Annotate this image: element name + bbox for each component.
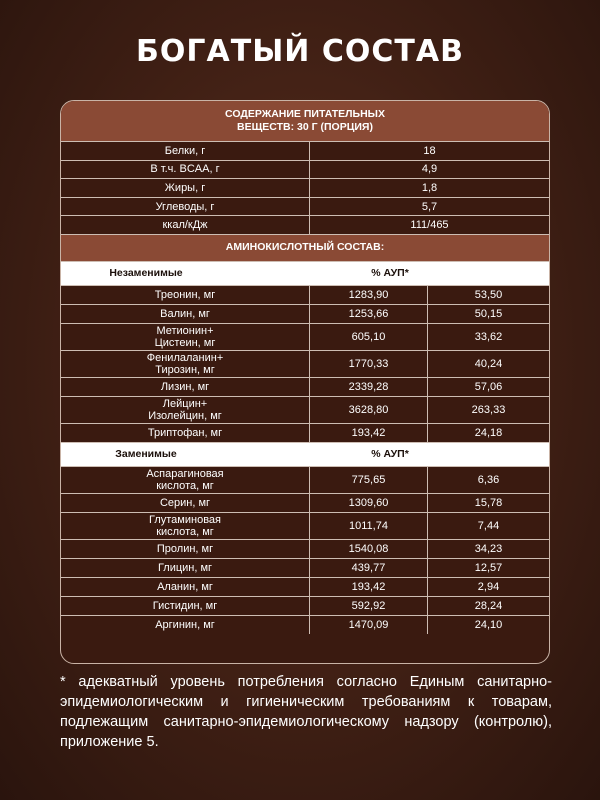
amino-row (61, 396, 549, 423)
nutrient-value: 111/465 (309, 216, 549, 234)
page-title: БОГАТЫЙ СОСТАВ (136, 34, 464, 69)
amino-name: Гистидин, мг (152, 599, 218, 612)
amino-row (61, 466, 549, 493)
amino-name: Валин, мг (160, 307, 210, 320)
essential-aup-label: % АУП* (371, 267, 409, 280)
nutrient-value: 1,8 (309, 179, 549, 197)
amino-name: Лейцин+ Изолейцин, мг (148, 397, 222, 422)
amino-mg: 1470,09 (309, 616, 427, 634)
amino-name: Глицин, мг (157, 561, 213, 574)
amino-row (61, 350, 549, 377)
amino-aup: 7,44 (427, 513, 549, 539)
amino-mg: 193,42 (309, 578, 427, 596)
amino-row (61, 558, 549, 577)
amino-aup: 6,36 (427, 467, 549, 493)
amino-mg: 592,92 (309, 597, 427, 615)
amino-row (61, 493, 549, 512)
amino-name: Триптофан, мг (147, 426, 223, 439)
nutrient-name: Углеводы, г (155, 200, 215, 213)
amino-mg: 1011,74 (309, 513, 427, 539)
nutrition-row (61, 160, 549, 179)
amino-header-row (61, 234, 549, 261)
nutrient-name: В т.ч. BCAA, г (150, 163, 220, 176)
amino-aup: 15,78 (427, 494, 549, 512)
amino-mg: 2339,28 (309, 378, 427, 396)
amino-header: АМИНОКИСЛОТНЫЙ СОСТАВ: (61, 235, 549, 261)
amino-name: Треонин, мг (154, 288, 216, 301)
amino-aup: 33,62 (427, 324, 549, 350)
amino-row (61, 615, 549, 634)
amino-mg: 605,10 (309, 324, 427, 350)
nonessential-aup-label: % АУП* (371, 448, 409, 461)
nutrition-header: СОДЕРЖАНИЕ ПИТАТЕЛЬНЫХ ВЕЩЕСТВ: 30 Г (ПОРЦИЯ) (61, 101, 549, 141)
amino-row (61, 539, 549, 558)
amino-aup: 50,15 (427, 305, 549, 323)
amino-name: Метионин+ Цистеин, мг (154, 324, 216, 349)
amino-row (61, 423, 549, 442)
amino-name: Аланин, мг (157, 580, 213, 593)
amino-row (61, 304, 549, 323)
nutrition-header-row (61, 101, 549, 141)
amino-mg: 1283,90 (309, 286, 427, 304)
amino-aup: 24,18 (427, 424, 549, 442)
amino-aup: 12,57 (427, 559, 549, 577)
amino-aup: 53,50 (427, 286, 549, 304)
amino-name: Лизин, мг (160, 380, 210, 393)
amino-name: Серин, мг (159, 496, 211, 509)
essential-subheader-row (61, 261, 549, 285)
amino-mg: 193,42 (309, 424, 427, 442)
essential-label: Незаменимые (109, 267, 183, 280)
nutrient-name: ккал/кДж (162, 219, 208, 232)
amino-row (61, 577, 549, 596)
amino-row (61, 512, 549, 539)
amino-aup: 2,94 (427, 578, 549, 596)
amino-row (61, 377, 549, 396)
amino-name: Аргинин, мг (155, 618, 215, 631)
amino-name: Фенилаланин+ Тирозин, мг (146, 351, 224, 376)
nutrient-name: Жиры, г (164, 181, 206, 194)
nutrient-value: 5,7 (309, 198, 549, 216)
nonessential-label: Заменимые (115, 448, 177, 461)
amino-mg: 3628,80 (309, 397, 427, 423)
amino-mg: 1540,08 (309, 540, 427, 558)
amino-mg: 439,77 (309, 559, 427, 577)
amino-row (61, 596, 549, 615)
nutrition-row (61, 178, 549, 197)
amino-aup: 263,33 (427, 397, 549, 423)
amino-aup: 24,10 (427, 616, 549, 634)
nutrient-name: Белки, г (164, 144, 206, 157)
amino-row (61, 285, 549, 304)
nutrition-row (61, 215, 549, 234)
footnote: * адекватный уровень потребления согласно Единым санитарно-эпидемиологическим и гигиеническим требованиям к товарам, подлежащим санитарно-эпидемиологическому надзору (контролю), приложение 5. (60, 674, 552, 750)
amino-name: Аспарагиновая кислота, мг (146, 467, 224, 492)
amino-aup: 40,24 (427, 351, 549, 377)
composition-table (60, 100, 550, 664)
nutrition-row (61, 141, 549, 160)
nutrient-value: 4,9 (309, 161, 549, 179)
nutrition-row (61, 197, 549, 216)
amino-aup: 28,24 (427, 597, 549, 615)
amino-mg: 1309,60 (309, 494, 427, 512)
amino-name: Глутаминовая кислота, мг (149, 513, 221, 538)
amino-mg: 775,65 (309, 467, 427, 493)
amino-mg: 1770,33 (309, 351, 427, 377)
amino-row (61, 323, 549, 350)
amino-name: Пролин, мг (156, 542, 214, 555)
nonessential-subheader-row (61, 442, 549, 466)
amino-aup: 57,06 (427, 378, 549, 396)
amino-mg: 1253,66 (309, 305, 427, 323)
nutrient-value: 18 (309, 142, 549, 160)
amino-aup: 34,23 (427, 540, 549, 558)
